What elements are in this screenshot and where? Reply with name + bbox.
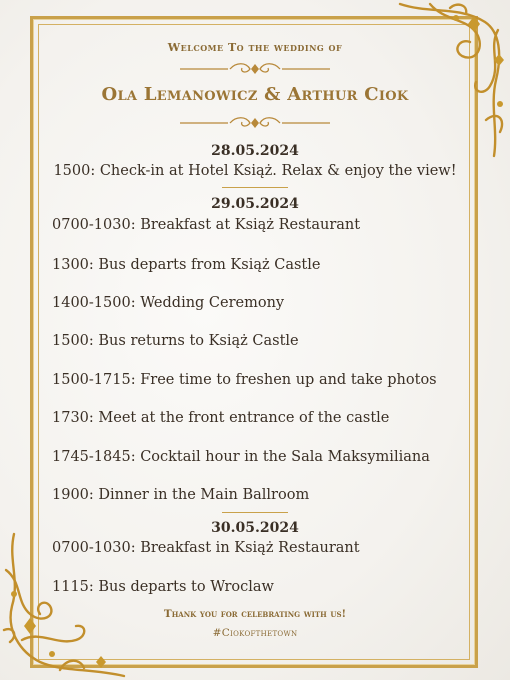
- schedule-item: 1500-1715: Free time to freshen up and take photos: [52, 372, 437, 388]
- flourish-divider-icon: [180, 60, 330, 78]
- schedule-item: 1730: Meet at the front entrance of the castle: [52, 410, 390, 426]
- schedule-item: 1500: Check-in at Hotel Książ. Relax & enjoy the view!: [53, 163, 457, 179]
- schedule-item: 1745-1845: Cocktail hour in the Sala Maksymiliana: [52, 449, 430, 465]
- schedule-item: 1300: Bus departs from Książ Castle: [52, 257, 321, 273]
- schedule-item: 1500: Bus returns to Książ Castle: [52, 333, 299, 349]
- schedule-item: 0700-1030: Breakfast in Książ Restaurant: [52, 540, 360, 556]
- date-day-2: 29.05.2024: [211, 196, 299, 212]
- thank-you-note: Thank you for celebrating with us!: [163, 608, 347, 620]
- schedule-item: 1115: Bus departs to Wroclaw: [52, 579, 274, 595]
- top-right-ornament-icon: [390, 0, 510, 160]
- schedule-item: 0700-1030: Breakfast at Książ Restaurant: [52, 217, 361, 233]
- divider-rule: [222, 187, 288, 188]
- hashtag: #Ciokofthetown: [212, 627, 298, 639]
- flourish-divider-icon: [180, 114, 330, 132]
- date-day-1: 28.05.2024: [211, 143, 299, 159]
- schedule-item: 1400-1500: Wedding Ceremony: [52, 295, 285, 311]
- schedule-item: 1900: Dinner in the Main Ballroom: [52, 487, 310, 503]
- couple-names: Ola Lemanowicz & Arthur Ciok: [101, 84, 409, 105]
- divider-rule: [222, 512, 288, 513]
- date-day-3: 30.05.2024: [211, 520, 299, 536]
- welcome-heading: Welcome To the wedding of: [167, 41, 343, 54]
